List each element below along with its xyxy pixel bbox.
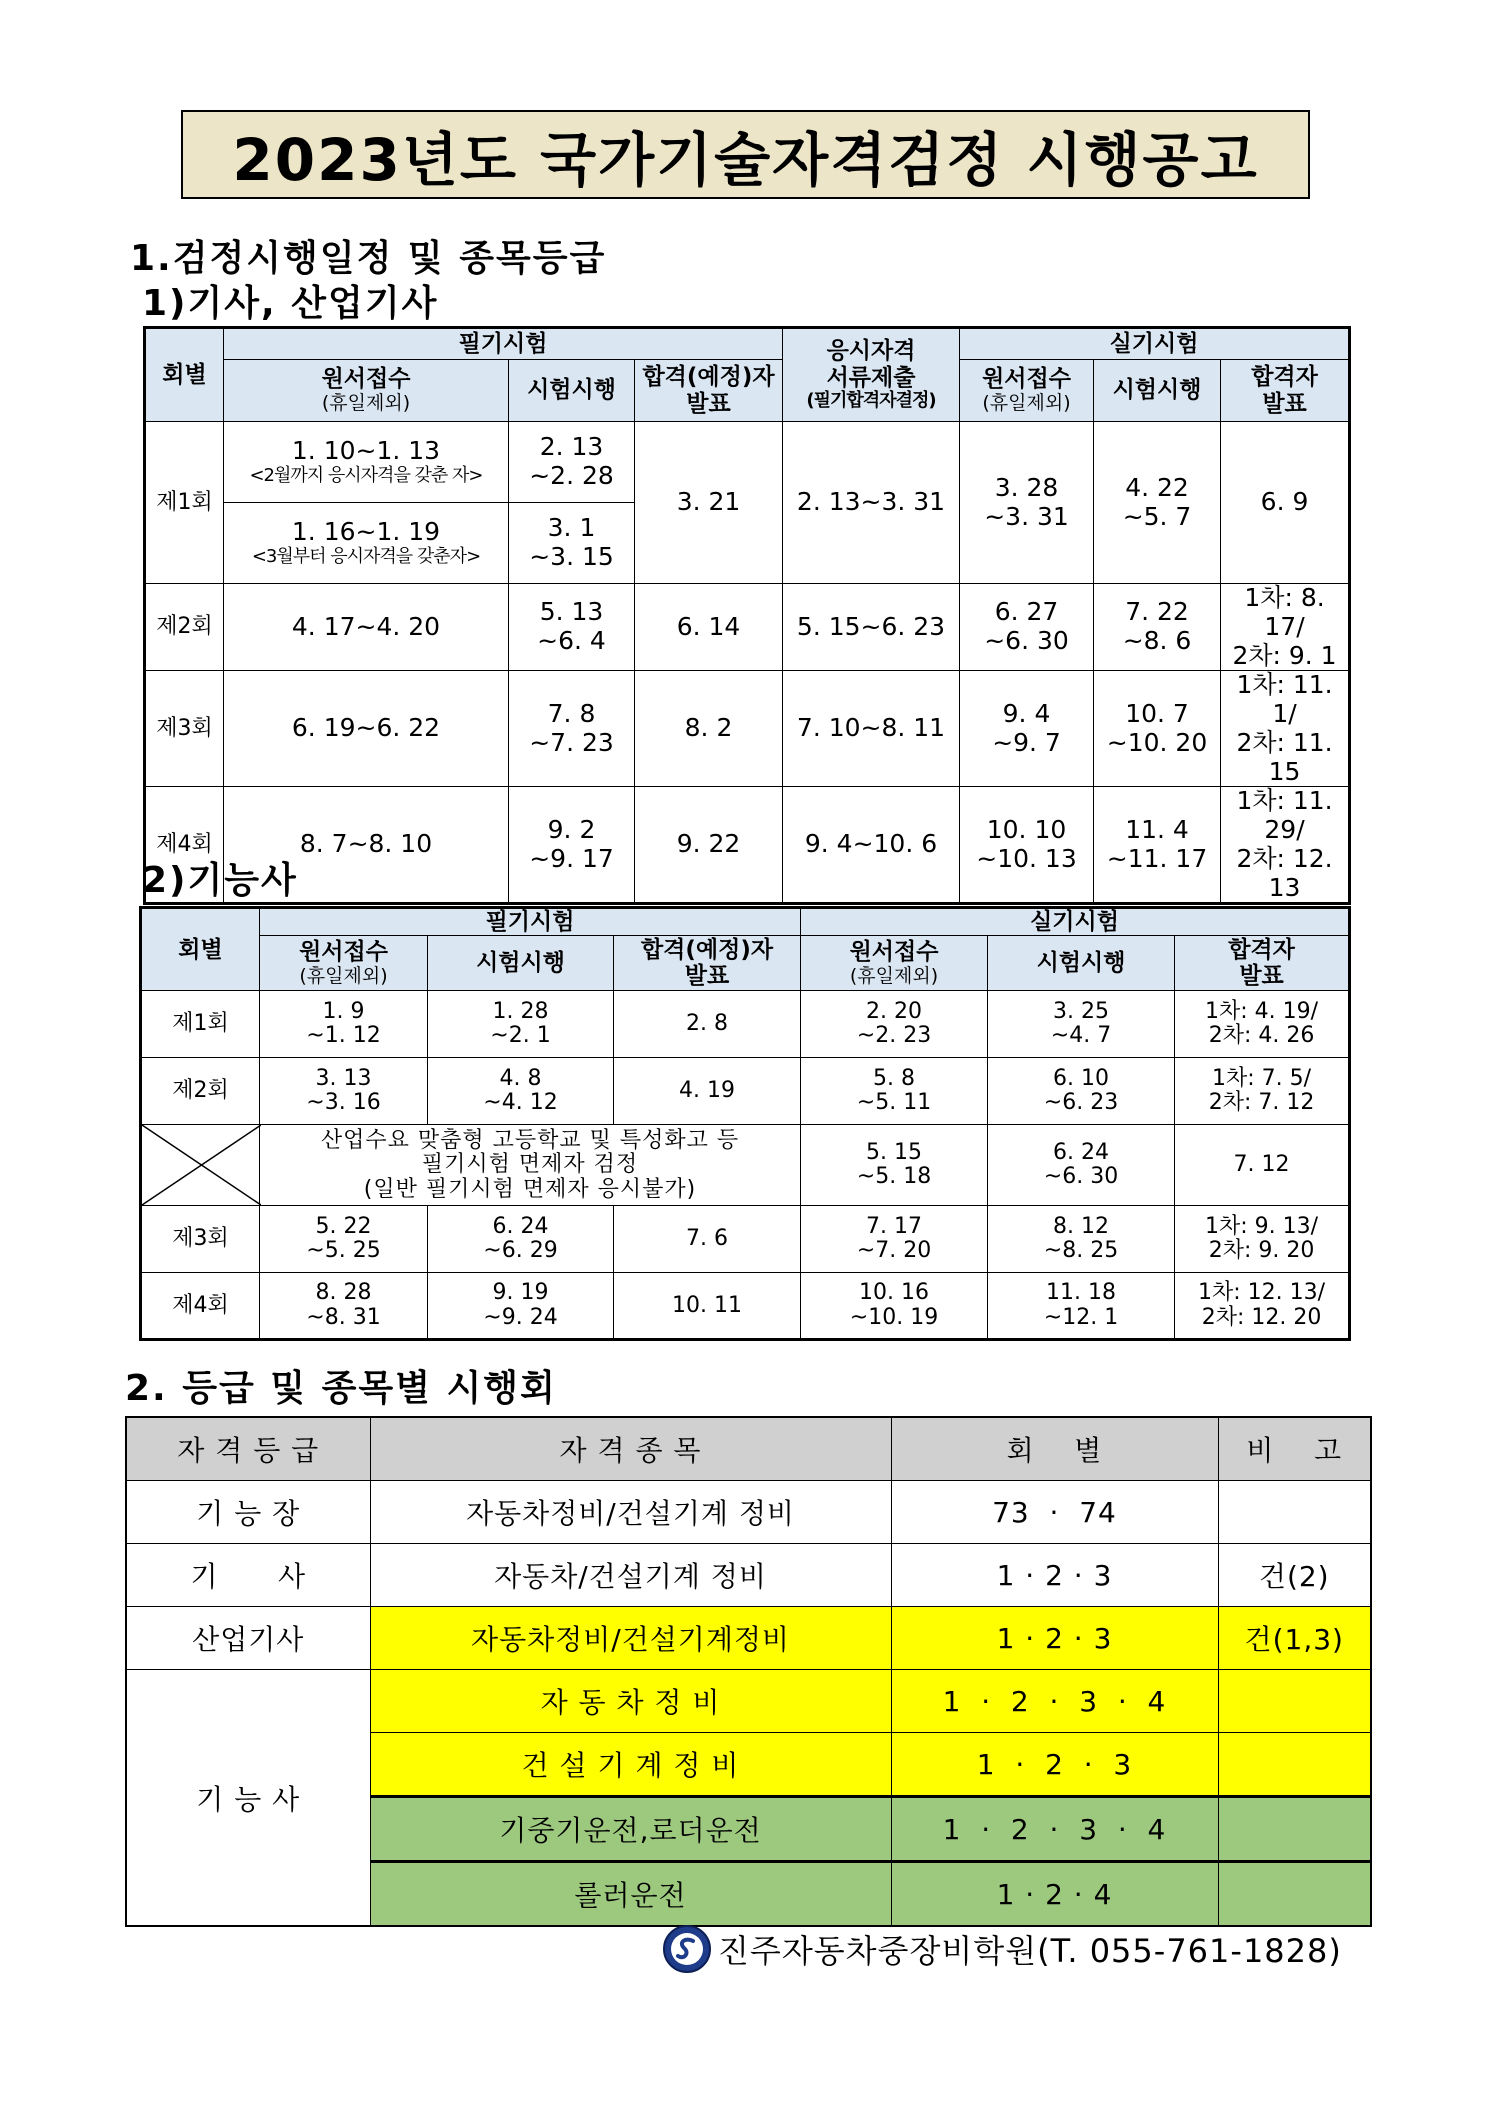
p-pass-date: 1차: 11. 29/ 2차: 12. 13 [1221,787,1350,904]
item: 자동차/건설기계 정비 [370,1544,891,1607]
special-exam-note: 산업수요 맞춤형 고등학교 및 특성화고 등 필기시험 면제자 검정 (일반 필기시험 면제자 응시불가) [260,1125,801,1206]
round: 73 · 74 [891,1481,1218,1544]
section1-sub2: 2)기능사 [142,860,298,901]
section1-sub1: 1)기사, 산업기사 [142,283,439,324]
table-row [141,1206,1350,1273]
exam-period: 9. 2 ~9. 17 [509,787,635,904]
exam-period: 9. 19 ~9. 24 [428,1273,614,1340]
docs-period: 5. 15~6. 23 [783,584,960,671]
round: 1 · 2 · 3 · 4 [891,1797,1218,1862]
col-exam: 시험시행 [509,360,635,422]
section2-heading: 2. 등급 및 종목별 시행회 [125,1368,557,1409]
exam-period: 6. 24 ~6. 29 [428,1206,614,1273]
p-exam-period: 11. 18 ~12. 1 [988,1273,1175,1340]
docs-period: 9. 4~10. 6 [783,787,960,904]
pass-date: 6. 14 [635,584,783,671]
table-row [141,991,1350,1058]
col-exam: 시험시행 [428,936,614,991]
round: 1 · 2 · 3 [891,1544,1218,1607]
pass-date: 7. 6 [614,1206,801,1273]
page-title: 2023년도 국가기술자격검정 시행공고 [181,110,1310,199]
apply-period: 8. 28 ~8. 31 [260,1273,428,1340]
exam-period: 4. 8 ~4. 12 [428,1058,614,1125]
col-written: 필기시험 [260,908,801,936]
p-apply-period: 3. 28 ~3. 31 [960,422,1094,584]
apply-period: 3. 13 ~3. 16 [260,1058,428,1125]
table-row [141,1058,1350,1125]
table-row [141,1273,1350,1340]
p-apply-period: 10. 16 ~10. 19 [801,1273,988,1340]
p-pass-date: 1차: 4. 19/ 2차: 4. 26 [1175,991,1350,1058]
table-gineungsa [139,906,1351,1341]
round: 1 · 2 · 3 [891,1733,1218,1797]
col-practical: 실기시험 [801,908,1350,936]
exam-period: 2. 13 ~2. 28 [509,422,635,503]
pass-date: 2. 8 [614,991,801,1058]
exam-period: 7. 8 ~7. 23 [509,671,635,787]
round-label: 제1회 [145,422,224,584]
round-label: 제3회 [145,671,224,787]
grade: 기 사 [126,1544,370,1607]
exam-period: 3. 1 ~3. 15 [509,503,635,584]
table-row [145,787,1350,904]
item: 롤러운전 [370,1862,891,1927]
exam-period: 5. 13 ~6. 4 [509,584,635,671]
note [1218,1481,1371,1544]
apply-period: 6. 19~6. 22 [224,671,509,787]
pass-date: 3. 21 [635,422,783,584]
p-pass-date: 1차: 9. 13/ 2차: 9. 20 [1175,1206,1350,1273]
col-p-exam: 시험시행 [1094,360,1221,422]
apply-period: 4. 17~4. 20 [224,584,509,671]
item: 기중기운전,로더운전 [370,1797,891,1862]
crossed-cell [141,1125,260,1206]
col-p-apply: 원서접수 (휴일제외) [960,360,1094,422]
p-exam-period: 4. 22 ~5. 7 [1094,422,1221,584]
col-apply: 원서접수 (휴일제외) [260,936,428,991]
table-gisa [143,326,1351,905]
table-row [126,1670,1371,1733]
table-grades [125,1416,1372,1927]
col-round: 회별 [145,328,224,422]
p-apply-period: 5. 15 ~5. 18 [801,1125,988,1206]
docs-period: 2. 13~3. 31 [783,422,960,584]
col-qual: 응시자격 서류제출 (필기합격자결정) [783,328,960,422]
col-round: 회 별 [891,1417,1218,1481]
p-exam-period: 6. 10 ~6. 23 [988,1058,1175,1125]
col-p-pass: 합격자 발표 [1221,360,1350,422]
round-label: 제2회 [141,1058,260,1125]
round: 1 · 2 · 3 [891,1607,1218,1670]
p-pass-date: 6. 9 [1221,422,1350,584]
col-apply: 원서접수 (휴일제외) [224,360,509,422]
apply-period: 1. 9 ~1. 12 [260,991,428,1058]
p-apply-period: 2. 20 ~2. 23 [801,991,988,1058]
p-exam-period: 3. 25 ~4. 7 [988,991,1175,1058]
table-row [145,584,1350,671]
col-practical: 실기시험 [960,328,1350,360]
col-grade: 자 격 등 급 [126,1417,370,1481]
footer [662,1918,1342,1980]
item: 자동차정비/건설기계 정비 [370,1481,891,1544]
table-row [126,1544,1371,1607]
table-row [145,422,1350,503]
round-label: 제4회 [145,787,224,904]
apply-period: 5. 22 ~5. 25 [260,1206,428,1273]
grade: 산업기사 [126,1607,370,1670]
col-p-exam: 시험시행 [988,936,1175,991]
round-label: 제2회 [145,584,224,671]
cross-mark-icon [142,1125,261,1205]
col-pass: 합격(예정)자 발표 [614,936,801,991]
p-exam-period: 11. 4 ~11. 17 [1094,787,1221,904]
p-apply-period: 5. 8 ~5. 11 [801,1058,988,1125]
table-row [126,1607,1371,1670]
round: 1 · 2 · 3 · 4 [891,1670,1218,1733]
table-row [126,1481,1371,1544]
p-pass-date: 1차: 12. 13/ 2차: 12. 20 [1175,1273,1350,1340]
apply-period: 1. 16~1. 19 <3월부터 응시자격을 갖춘자> [224,503,509,584]
round-label: 제4회 [141,1273,260,1340]
pass-date: 4. 19 [614,1058,801,1125]
col-p-apply: 원서접수 (휴일제외) [801,936,988,991]
p-exam-period: 6. 24 ~6. 30 [988,1125,1175,1206]
item: 자동차정비/건설기계정비 [370,1607,891,1670]
academy-logo-icon [662,1924,712,1974]
docs-period: 7. 10~8. 11 [783,671,960,787]
p-pass-date: 1차: 7. 5/ 2차: 7. 12 [1175,1058,1350,1125]
note [1218,1862,1371,1927]
grade: 기 능 사 [126,1670,370,1927]
round: 1 · 2 · 4 [891,1862,1218,1927]
col-written: 필기시험 [224,328,783,360]
item: 건 설 기 계 정 비 [370,1733,891,1797]
grade: 기 능 장 [126,1481,370,1544]
note: 건(1,3) [1218,1607,1371,1670]
col-p-pass: 합격자 발표 [1175,936,1350,991]
pass-date: 9. 22 [635,787,783,904]
apply-period: 1. 10~1. 13 <2월까지 응시자격을 갖춘 자> [224,422,509,503]
p-exam-period: 10. 7 ~10. 20 [1094,671,1221,787]
table-row-special [141,1125,1350,1206]
p-apply-period: 7. 17 ~7. 20 [801,1206,988,1273]
p-apply-period: 6. 27 ~6. 30 [960,584,1094,671]
note [1218,1733,1371,1797]
p-pass-date: 7. 12 [1175,1125,1350,1206]
pass-date: 8. 2 [635,671,783,787]
footer-text: 진주자동차중장비학원(T. 055-761-1828) [718,1932,1342,1970]
note [1218,1797,1371,1862]
col-item: 자 격 종 목 [370,1417,891,1481]
round-label: 제1회 [141,991,260,1058]
p-apply-period: 9. 4 ~9. 7 [960,671,1094,787]
p-apply-period: 10. 10 ~10. 13 [960,787,1094,904]
note [1218,1670,1371,1733]
p-exam-period: 7. 22 ~8. 6 [1094,584,1221,671]
section1-heading: 1.검정시행일정 및 종목등급 [130,238,607,279]
col-pass: 합격(예정)자 발표 [635,360,783,422]
apply-period: 8. 7~8. 10 [224,787,509,904]
col-note: 비 고 [1218,1417,1371,1481]
p-pass-date: 1차: 11. 1/ 2차: 11. 15 [1221,671,1350,787]
p-pass-date: 1차: 8. 17/ 2차: 9. 1 [1221,584,1350,671]
col-round: 회별 [141,908,260,991]
exam-period: 1. 28 ~2. 1 [428,991,614,1058]
round-label: 제3회 [141,1206,260,1273]
item: 자 동 차 정 비 [370,1670,891,1733]
table-row [145,671,1350,787]
pass-date: 10. 11 [614,1273,801,1340]
note: 건(2) [1218,1544,1371,1607]
p-exam-period: 8. 12 ~8. 25 [988,1206,1175,1273]
